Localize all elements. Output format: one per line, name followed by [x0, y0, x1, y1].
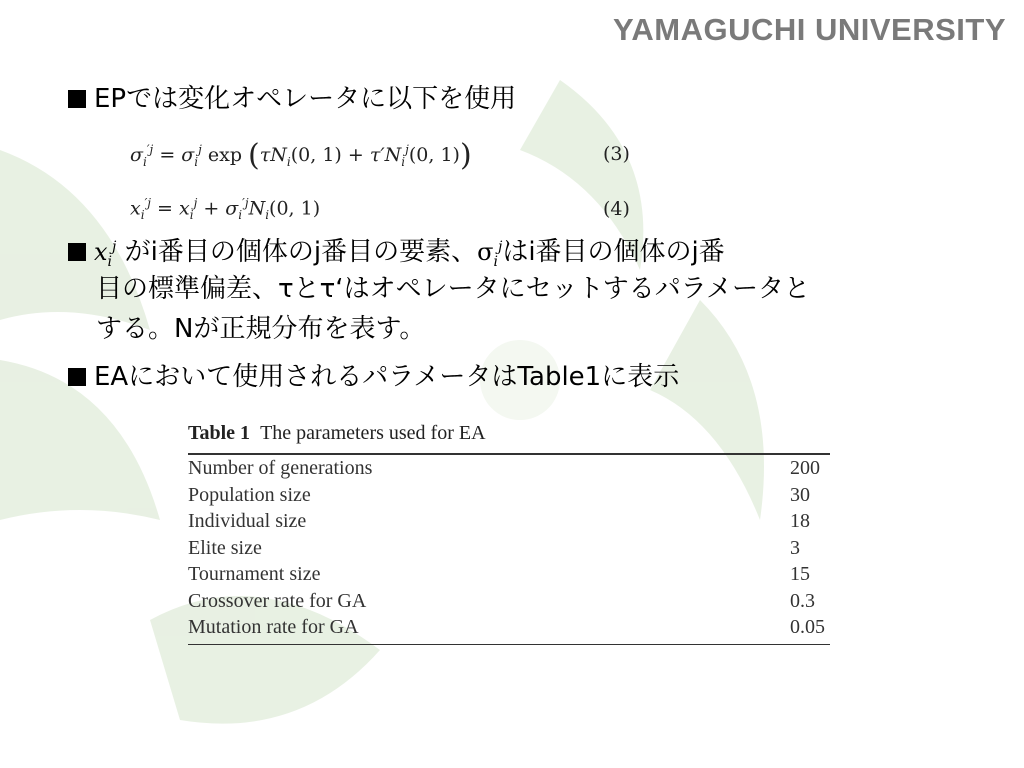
bullet-text: EAにおいて使用されるパラメータはTable1に表示 [94, 362, 680, 392]
row-label: Population size [188, 483, 311, 506]
row-value: 0.3 [790, 589, 815, 612]
bullet-text-line2: 目の標準偏差、τとτ‘はオペレータにセットするパラメータと [96, 274, 811, 304]
row-label: Elite size [188, 536, 262, 559]
equation-4-number: (4) [603, 198, 630, 220]
bullet-square-icon [68, 90, 86, 108]
equation-3-number: (3) [603, 143, 630, 165]
bullet-square-icon [68, 243, 86, 261]
row-value: 0.05 [790, 616, 825, 638]
table-row [188, 535, 830, 562]
bullet-text-tail: はi番目の個体のj番 [502, 237, 725, 267]
table-row [188, 482, 830, 509]
equation-3: $\sigma_i^{'j} = \sigma_i^j$ $\exp (\tau N_i(0$, $1) + \tau'N_i^j(0$, 1)) [130, 138, 472, 173]
table-row [188, 455, 830, 482]
row-label: Tournament size [188, 563, 321, 585]
bullet-square-icon [68, 368, 86, 386]
table-row [188, 614, 830, 641]
bullet-table-reference [68, 360, 679, 394]
row-label: Number of generations [188, 457, 373, 479]
math-sigma-i-j: $\sigma_i^j$ [477, 238, 503, 270]
row-label: Crossover rate for GA [188, 589, 367, 612]
table-caption-text: The parameters used for EA [260, 422, 486, 444]
row-label: Individual size [188, 510, 307, 532]
table-bottom-rule [188, 644, 830, 645]
bullet-text: EPでは変化オペレータに以下を使用 [94, 84, 517, 114]
row-value: 200 [790, 457, 820, 479]
row-value: 15 [790, 563, 810, 585]
table-row [188, 508, 830, 535]
table-caption [188, 422, 830, 445]
row-value: 18 [790, 510, 810, 532]
row-value: 30 [790, 483, 810, 506]
row-label: Mutation rate for GA [188, 616, 359, 638]
table-caption-label: Table 1 [188, 422, 251, 444]
university-logo-text: YAMAGUCHI UNIVERSITY [613, 12, 1006, 47]
parameters-table-body [188, 455, 830, 641]
bullet-ep-operator [68, 82, 516, 116]
math-x-i-j: $x_i^j$ [94, 238, 117, 270]
table-row [188, 588, 830, 615]
parameters-table [188, 422, 830, 645]
bullet-text-line3: する。Nが正規分布を表す。 [96, 314, 426, 344]
equation-4: $x_i^{'j} = x_i^j + \sigma_i^{'j}N_i(0$, 1) [130, 196, 321, 223]
table-row [188, 561, 830, 588]
bullet-text-mid: がi番目の個体のj番目の要素、 [124, 237, 478, 267]
row-value: 3 [790, 536, 800, 559]
